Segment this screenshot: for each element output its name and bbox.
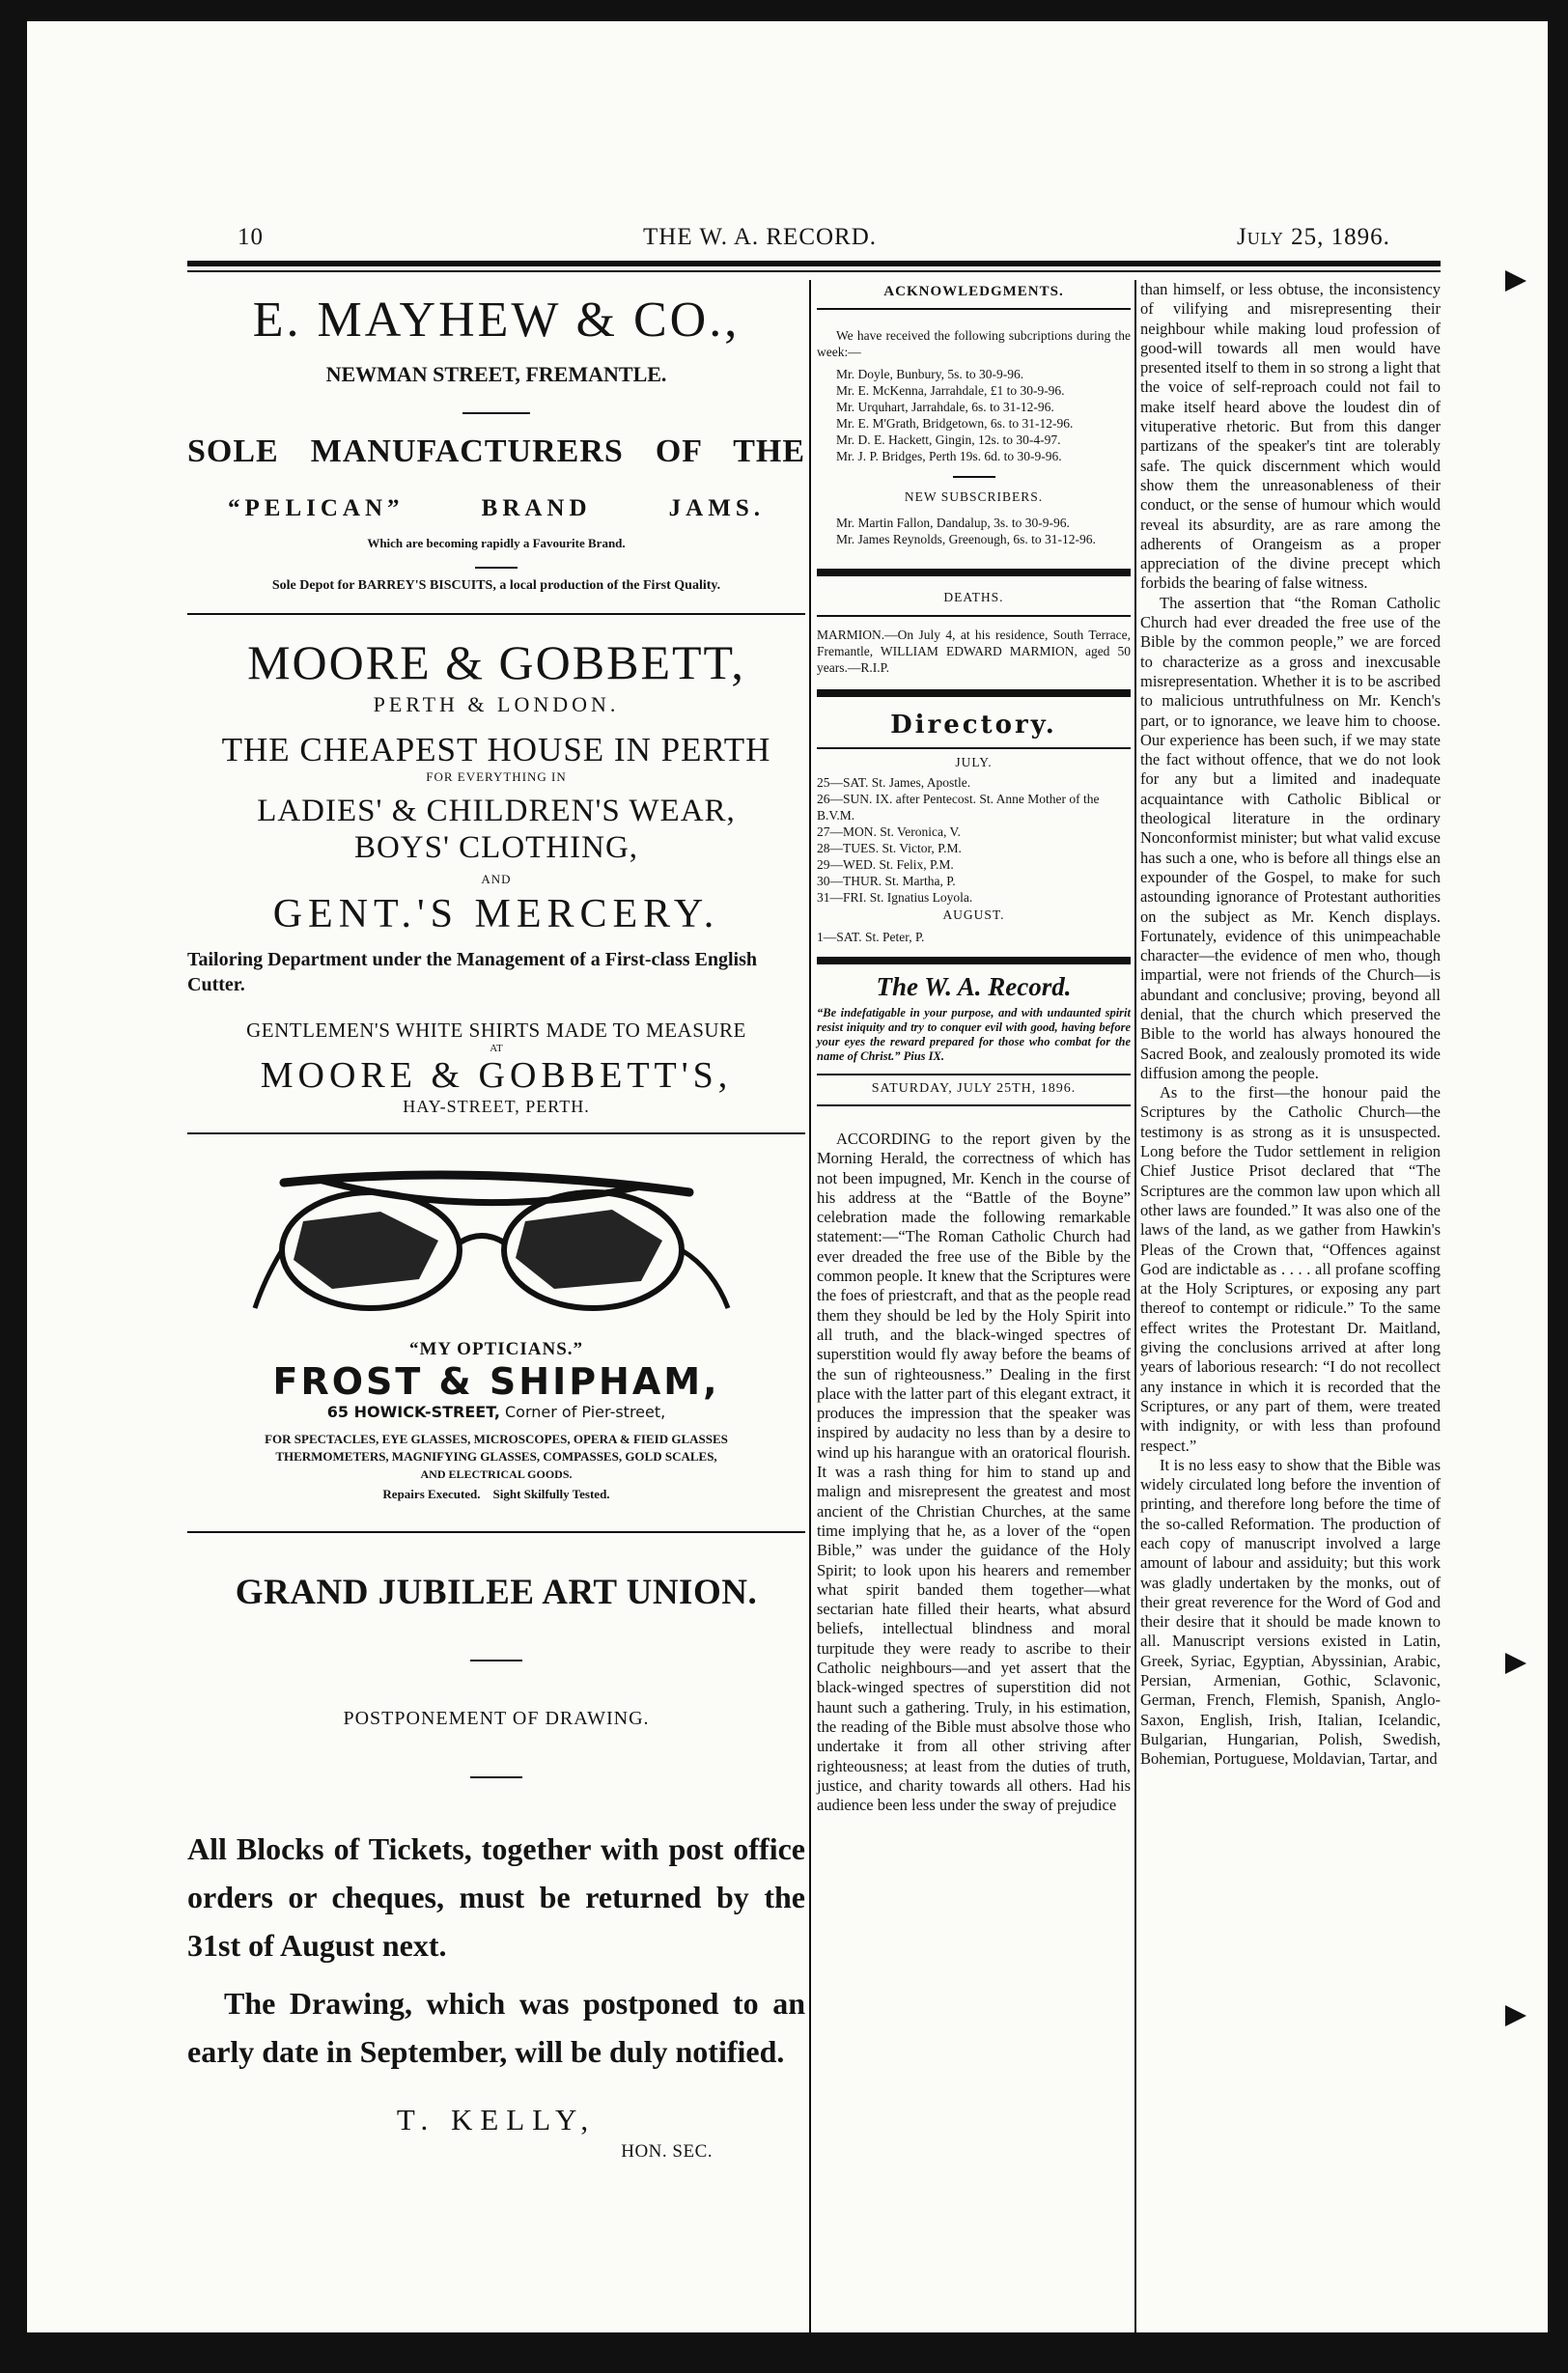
record-title: The W. A. Record. [876, 972, 1072, 1001]
at-label: AT [490, 1043, 503, 1054]
directory-title: Directory. [890, 711, 1057, 740]
page-number: 10 [238, 224, 264, 250]
list-item: 31—FRI. St. Ignatius Loyola. [817, 890, 973, 905]
column-divider-2 [1134, 280, 1136, 2341]
jubilee-tickets: All Blocks of Tickets, together with post office orders or cheques, must be returned by the 31st of August next. [187, 1831, 805, 1963]
signature: T. KELLY, [396, 2103, 597, 2136]
margin-pointer-icon [1505, 2005, 1526, 2026]
list-item: Mr. Doyle, Bunbury, 5s. to 30-9-96. [836, 367, 1024, 381]
list-item: 1—SAT. St. Peter, P. [817, 930, 925, 944]
newspaper-page [27, 21, 1548, 2356]
jubilee-title: GRAND JUBILEE ART UNION. [235, 1573, 758, 1612]
frost-address: 65 HOWICK-STREET, Corner of Pier-street, [326, 1403, 666, 1421]
advert-separator [187, 613, 805, 615]
masthead-rule-thin [187, 270, 1441, 272]
divider [817, 747, 1131, 749]
moore-gobbett-advert [187, 634, 805, 1117]
paper-title: THE W. A. RECORD. [643, 224, 878, 250]
list-item: 30—THUR. St. Martha, P. [817, 874, 956, 888]
issue-date: July 25, 1896. [1237, 224, 1390, 250]
margin-pointer-icon [1505, 1653, 1526, 1674]
deaths-title: DEATHS. [943, 590, 1004, 604]
section-bar [817, 957, 1131, 964]
list-item: Mr. Urquhart, Jarrahdale, 6s. to 31-12-96. [836, 400, 1054, 414]
list-item: Mr. D. E. Hackett, Gingin, 12s. to 30-4-97. [836, 433, 1061, 447]
record-motto: “Be indefatigable in your purpose, and with undaunted spirit resist iniquity and try to conquer evil with good, having before your eyes the reward prepared for those who combat for the name of Christ.” Pius IX. [817, 1006, 1131, 1063]
mayhew-sole-manufacturers: SOLE MANUFACTURERS OF THE [187, 433, 805, 469]
hay-street: HAY-STREET, PERTH. [403, 1097, 590, 1116]
new-subscribers-title: NEW SUBSCRIBERS. [904, 489, 1044, 504]
postponement: POSTPONEMENT OF DRAWING. [343, 1708, 650, 1729]
list-item: 27—MON. St. Veronica, V. [817, 824, 961, 839]
issue-date-line: SATURDAY, JULY 25TH, 1896. [871, 1081, 1077, 1096]
new-subscribers-list [817, 515, 1131, 547]
editorial-part-1: ACCORDING to the report given by the Morning Herald, the correctness of which has not been impugned, Mr. Kench in the course of his address at the “Battle of the Boyne” celebration made the following remarkable statement:—“The Roman Catholic Church had ever dreaded the free use of the Bible by the common people. It knew that the Scriptures were the foes of priestcraft, and that as the people read them they should be led by the Holy Spirit into all truth, and the black-winged spectres of superstition would fly away before the beams of the sun of righteousness.” Dealing in the first place with the latter part of this elegant extract, it produces the impression that the speaker was inspired by audacity no less than by a desire to wind up his harangue with an oratorical flourish. It was a rash thing for him to stand up and malign and misrepresent the greatest and most ancient of the Christian Churches, at the same time implying that he, as a lover of the “open Bible,” was under the guidance of the Holy Spirit; to look upon his hearers and remember what spirit banded them together—what sectarian hate filled their hearts, what absurd beliefs, intellectual blindness and moral turpitude they were ready to ascribe to their Catholic neighbours—and yet assert that the black-winged spectres of superstition did not haunt such a gathering. Truly, in his estimation, the reading of the Bible must absolve those who undertake it from all other striving after righteousness; at least from the duties of truth, justice, and charity towards all others. Had his audience been less under the sway of prejudice [817, 1130, 1131, 1815]
advert-separator [187, 1132, 805, 1134]
month-july: JULY. [955, 755, 993, 769]
list-item: Mr. James Reynolds, Greenough, 6s. to 31-12-96. [836, 532, 1096, 546]
acknowledgments-title: ACKNOWLEDGMENTS. [883, 284, 1064, 299]
divider [470, 1776, 522, 1778]
list-item: 25—SAT. St. James, Apostle. [817, 775, 971, 790]
divider [817, 1104, 1131, 1106]
list-item: Mr. J. P. Bridges, Perth 19s. 6d. to 30-9-96. [836, 449, 1062, 463]
boys-clothing: BOYS' CLOTHING, [353, 830, 639, 865]
divider [470, 1660, 522, 1661]
list-item: Mr. E. M'Grath, Bridgetown, 6s. to 31-12-96. [836, 416, 1074, 431]
hon-sec: HON. SEC. [621, 2141, 713, 2162]
masthead-rule [187, 261, 1441, 266]
editorial-part-2: than himself, or less obtuse, the inconsistency of vilifying and misrepresenting their neighbour while making loud profession of good-will towards all men would have presented itself to them in so strong a light that the voice of self-reproach could not fail to make itself heard above the loudest din of vituperative rhetoric. But from this danger partizans of the speaker's tint are tolerably safe. The quick discernment which would show them the unreasonableness of their conduct, or the sense of humour which would reveal its absurdity, are as rare among the adherents of Orangeism as a proper appreciation of the divine precept which forbids the bearing of false witness. The assertion that “the Roman Catholic Church had ever dreaded the free use of the Bible by the common people,” we are forced to characterize as a gross and inexcusable misrepresentation. Whether it is to be ascribed to malicious untruthfulness on Mr. Kench's part, or to ignorance, we leave him to choose. Our experience has been such, if we may state the fact without offence, that we do not look for any but a limited and inadequate acquaintance with Catholic Biblical or theological literature in the ordinary Nonconformist minister; but what valid excuse has such a one, who is before all things else an expounder of the Gospel, to make for such astounding ignorance of Protestant authorities on the subject as Mr. Kench displays. Fortunately, evidence of this unimpeachable character—the evidence of men who, though impartial, were not friends of the Church—is abundant and conclusive; proving, beyond all denial, that the church which preserved the Bible to the world has always honoured the Sacred Book, and zealously promoted its wide diffusion among the people. As to the first—the honour paid the Scriptures by the Catholic Church—the testimony is as strong as it is unsuspected. Long before the Tudor settlement in religion Chief Justice Prisot declared that “The Scriptures are the common law upon which all other laws are founded.” It was also one of the laws of the land, as we gather from Hawkin's Pleas of the Crown that, “Offences against God are indictable as . . . . all profane scoffing at the Holy Scriptures, or exposing any part thereof to contempt or ridicule.” To the same effect writes the Protestant Dr. Maitland, giving the conclusions arrived at after long years of laborious research: “I do not recollect any instance in which it is recorded that the Scriptures, or any part of them, were treated with indignity, or with less than profound respect.” It is no less easy to show that the Bible was widely circulated long before the invention of printing, and therefore long before the time of the so-called Reformation. The production of each copy of manuscript involved a large amount of labour and assiduity; but this work was gladly undertaken by the monks, out of their great reverence for the Word of God and their desire that it should be made known to all. Manuscript versions existed in Latin, Greek, Syriac, Egyptian, Abyssinian, Arabic, Persian, Armenian, Gothic, Sclavonic, German, French, Flemish, Spanish, Anglo-Saxon, English, Irish, Italian, Icelandic, Bulgarian, Hungarian, Polish, Swedish, Bohemian, Portuguese, Moldavian, Tartar, and [1140, 280, 1441, 1769]
spectacles-illustration [187, 1154, 805, 1347]
section-bar [817, 689, 1131, 697]
moore-name: MOORE & GOBBETT, [247, 635, 745, 689]
divider [475, 567, 518, 569]
jubilee-notice [187, 1572, 805, 2163]
gents-mercery: GENT.'S MERCERY. [272, 892, 720, 936]
frost-services: Repairs Executed. Sight Skilfully Tested. [382, 1487, 610, 1501]
ladies-wear: LADIES' & CHILDREN'S WEAR, [257, 794, 736, 828]
moore-name-2: MOORE & GOBBETT'S, [260, 1055, 733, 1096]
death-notice: MARMION.—On July 4, at his residence, South Terrace, Fremantle, WILLIAM EDWARD MARMION, aged 50 years.—R.I.P. [817, 628, 1131, 675]
list-item: 26—SUN. IX. after Pentecost. St. Anne Mother of the B.V.M. [817, 792, 1100, 823]
divider [953, 476, 995, 478]
moore-location: PERTH & LONDON. [373, 692, 620, 716]
notices-column [817, 280, 1131, 1815]
column-divider-1 [809, 280, 811, 2341]
margin-pointer-icon [1505, 270, 1526, 292]
jubilee-drawing: The Drawing, which was postponed to an early date in September, will be duly notified. [187, 1986, 805, 2069]
advert-separator [187, 1531, 805, 1533]
list-item: 29—WED. St. Felix, P.M. [817, 857, 954, 872]
mayhew-address: NEWMAN STREET, FREMANTLE. [325, 362, 667, 386]
month-august: AUGUST. [942, 907, 1005, 922]
editorial-column [1140, 280, 1441, 1770]
list-item: 28—TUES. St. Victor, P.M. [817, 841, 962, 855]
divider [462, 412, 530, 414]
frost-shipham-name: FROST & SHIPHAM, [272, 1360, 720, 1403]
acknowledgments-intro: We have received the following subcriptions during the week:— [817, 328, 1131, 359]
divider [817, 1074, 1131, 1075]
my-opticians: “MY OPTICIANS.” [408, 1339, 584, 1359]
cheapest-house: THE CHEAPEST HOUSE IN PERTH [221, 731, 771, 768]
pelican-brand: “PELICAN” BRAND JAMS. [228, 495, 765, 521]
mayhew-favourite: Which are becoming rapidly a Favourite Brand. [367, 536, 626, 550]
acknowledgments-list [817, 366, 1131, 464]
mayhew-name: E. MAYHEW & CO., [252, 293, 741, 348]
directory-list-august [817, 929, 1131, 945]
directory-list [817, 774, 1131, 906]
frost-goods-list: FOR SPECTACLES, EYE GLASSES, MICROSCOPES, OPERA & FIEID GLASSES THERMOMETERS, MAGNIFYING GLASSES, COMPASSES, GOLD SCALES, AND ELECTRICAL GOODS. [265, 1432, 728, 1481]
white-shirts: GENTLEMEN'S WHITE SHIRTS MADE TO MEASURE [246, 1019, 746, 1042]
tailoring-department: Tailoring Department under the Management of a First-class English Cutter. [187, 949, 757, 995]
divider [817, 308, 1131, 310]
divider [817, 615, 1131, 617]
mayhew-advert [187, 292, 805, 594]
advertisements-column [187, 280, 805, 2163]
section-bar [817, 569, 1131, 576]
for-everything: FOR EVERYTHING IN [426, 769, 567, 784]
frost-shipham-advert [187, 1154, 805, 1502]
page-edge [27, 2332, 1548, 2356]
mayhew-depot: Sole Depot for BARREY'S BISCUITS, a local production of the First Quality. [271, 578, 721, 593]
and-label: AND [481, 872, 512, 886]
list-item: Mr. Martin Fallon, Dandalup, 3s. to 30-9-96. [836, 516, 1070, 530]
list-item: Mr. E. McKenna, Jarrahdale, £1 to 30-9-96. [836, 383, 1065, 398]
spectacles-icon [187, 1154, 805, 1347]
